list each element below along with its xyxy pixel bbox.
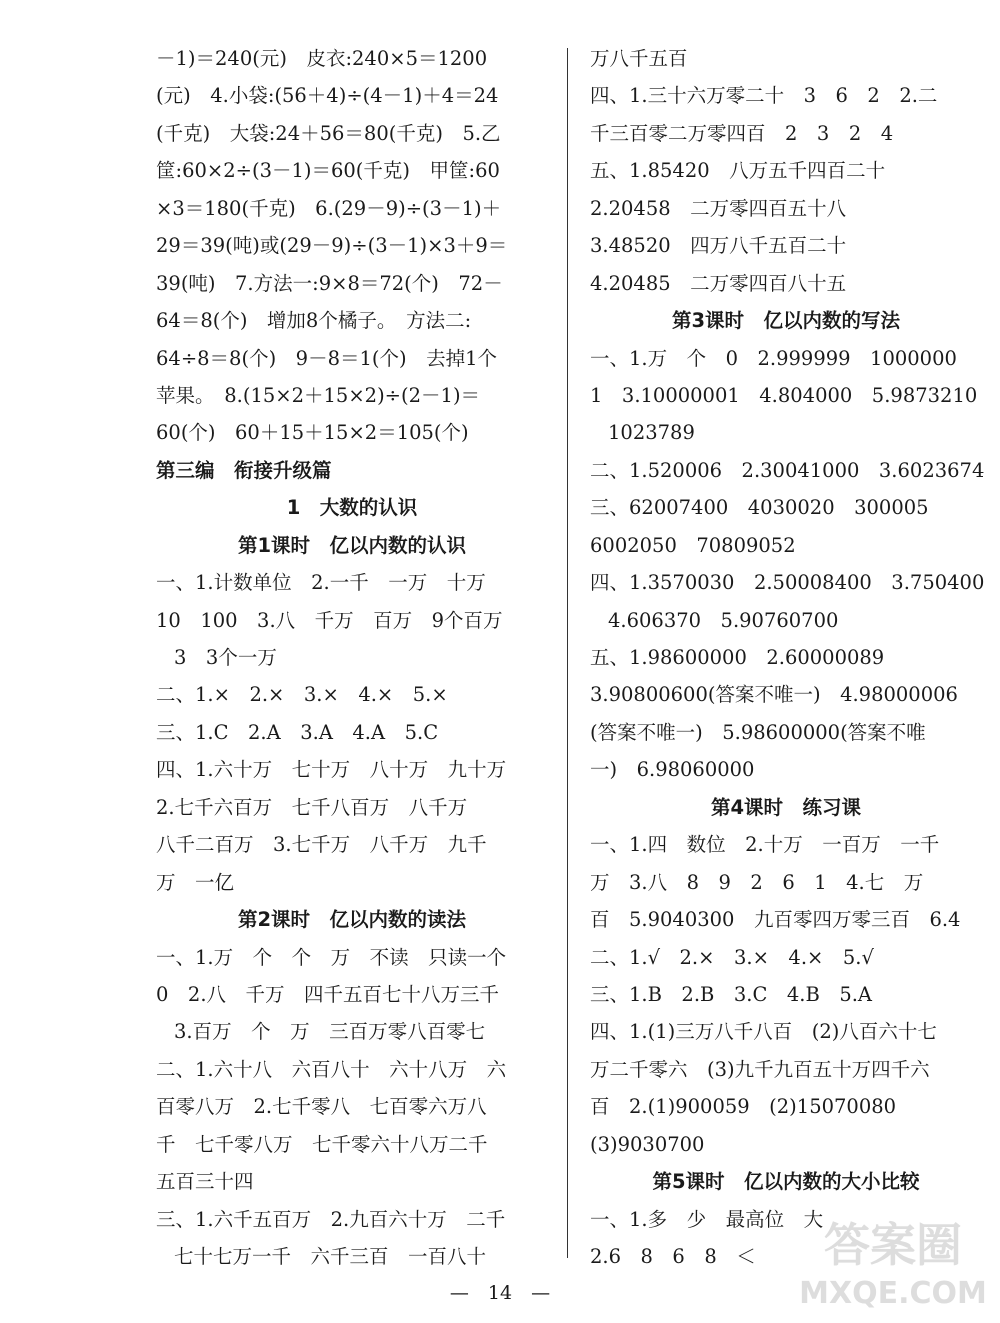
right-text-line: 二、1.520006 2.30041000 3.6023674 xyxy=(590,458,985,482)
left-heading: 第三编 衔接升级篇 xyxy=(156,458,332,482)
left-text-line: 二、1.六十八 六百八十 六十八万 六 xyxy=(156,1057,507,1081)
right-text-line: 万二千零六 (3)九千九百五十万四千六 xyxy=(590,1057,930,1081)
left-text-line: 29＝39(吨)或(29－9)÷(3－1)×3＋9＝ xyxy=(156,234,508,258)
left-text-line: 四、1.六十万 七十万 八十万 九十万 xyxy=(156,758,507,782)
right-text-line: 3.48520 四万八千五百二十 xyxy=(590,234,847,258)
left-text-line: 一、1.万 个 个 万 不读 只读一个 xyxy=(156,945,507,969)
right-text-line: 百 5.9040300 九百零四万零三百 6.4 xyxy=(590,908,961,932)
right-column xyxy=(590,40,985,1275)
left-text-line: 2.七千六百万 七千八百万 八千万 xyxy=(156,795,468,819)
right-text-line: 6002050 70809052 xyxy=(590,533,796,557)
right-text-line: 五、1.85420 八万五千四百二十 xyxy=(590,159,886,183)
right-text-line: 百 2.(1)900059 (2)15070080 xyxy=(590,1095,897,1119)
right-text-line: 万八千五百 xyxy=(590,47,688,70)
left-text-line: 三、1.六千五百万 2.九百六十万 二千 xyxy=(156,1207,506,1231)
right-text-line: (3)9030700 xyxy=(590,1132,705,1156)
right-text-line: 四、1.三十六万零二十 3 6 2 2.二 xyxy=(590,84,938,108)
right-text-line: 四、1.3570030 2.50008400 3.750400 xyxy=(590,571,985,595)
right-text-line: 万 3.八 8 9 2 6 1 4.七 万 xyxy=(590,870,924,894)
watermark-logo xyxy=(798,1203,988,1313)
right-text-line: 一、1.四 数位 2.十万 一百万 一千 xyxy=(590,833,940,857)
left-text-line: 三、1.C 2.A 3.A 4.A 5.C xyxy=(156,720,439,744)
right-text-line: 三、1.B 2.B 3.C 4.B 5.A xyxy=(590,982,873,1006)
right-text-line: 千三百零二万零四百 2 3 2 4 xyxy=(590,121,894,145)
left-text-line: 64＝8(个) 增加8个橘子。 方法二: xyxy=(156,309,472,333)
right-text-line: 1023789 xyxy=(608,421,695,445)
page-number: — 14 — xyxy=(449,1282,551,1304)
right-text-line: 四、1.(1)三万八千八百 (2)八百六十七 xyxy=(590,1020,937,1044)
left-text-line: 10 100 3.八 千万 百万 9个百万 xyxy=(156,608,503,632)
right-text-line: 五、1.98600000 2.60000089 xyxy=(590,646,885,669)
right-text-line: (答案不唯一) 5.98600000(答案不唯 xyxy=(590,720,926,744)
left-text-line: 二、1.× 2.× 3.× 4.× 5.× xyxy=(156,683,448,707)
left-text-line: －1)＝240(元) 皮衣:240×5＝1200 xyxy=(156,47,488,70)
right-text-line: 一、1.多 少 最高位 大 xyxy=(590,1207,824,1231)
right-heading: 第5课时 亿以内数的大小比较 xyxy=(652,1170,920,1194)
left-heading: 第1课时 亿以内数的认识 xyxy=(237,533,467,557)
right-heading: 第4课时 练习课 xyxy=(710,795,862,819)
right-text-line: 2.20458 二万零四百五十八 xyxy=(590,196,847,220)
left-text-line: 一、1.计数单位 2.一千 一万 十万 xyxy=(156,571,486,595)
left-text-line: 苹果。 8.(15×2＋15×2)÷(2－1)＝ xyxy=(156,383,481,407)
right-text-line: 4.606370 5.90760700 xyxy=(608,608,839,632)
left-text-line: 百零八万 2.七千零八 七百零六万八 xyxy=(156,1095,487,1119)
left-text-line: 五百三十四 xyxy=(156,1170,254,1194)
left-text-line: ×3＝180(千克) 6.(29－9)÷(3－1)＋ xyxy=(156,196,502,220)
left-heading: 第2课时 亿以内数的读法 xyxy=(237,908,467,932)
right-text-line: 4.20485 二万零四百八十五 xyxy=(590,271,847,295)
watermark-main-text: 答案圈 xyxy=(824,1218,962,1272)
left-text-line: 39(吨) 7.方法一:9×8＝72(个) 72－ xyxy=(156,271,503,295)
column-divider xyxy=(567,48,568,1258)
left-text-line: 3 3个一万 xyxy=(174,646,277,669)
watermark-logo-graphic xyxy=(798,1203,988,1313)
right-text-line: 一、1.万 个 0 2.999999 1000000 xyxy=(590,346,957,370)
left-text-line: 64÷8＝8(个) 9－8＝1(个) 去掉1个 xyxy=(156,346,498,370)
left-text-line: 万 一亿 xyxy=(156,870,235,894)
left-text-line: 千 七千零八万 七千零六十八万二千 xyxy=(156,1132,488,1156)
left-text-line: 3.百万 个 万 三百万零八百零七 xyxy=(174,1020,486,1044)
left-text-line: 七十七万一千 六千三百 一百八十 xyxy=(174,1245,487,1268)
left-text-line: 八千二百万 3.七千万 八千万 九千 xyxy=(156,833,487,857)
right-text-line: 二、1.√ 2.× 3.× 4.× 5.√ xyxy=(590,945,874,969)
left-text-line: 60(个) 60＋15＋15×2＝105(个) xyxy=(156,421,469,445)
left-column xyxy=(156,40,548,1275)
left-text-line: (元) 4.小袋:(56＋4)÷(4－1)＋4＝24 xyxy=(156,84,499,108)
left-heading: 1 大数的认识 xyxy=(286,496,418,520)
right-text-line: 2.6 8 6 8 ＜ xyxy=(590,1245,756,1268)
right-text-line: 三、62007400 4030020 300005 xyxy=(590,496,929,520)
left-text-line: (千克) 大袋:24＋56＝80(千克) 5.乙 xyxy=(156,121,501,145)
left-text-line: 0 2.八 千万 四千五百七十八万三千 xyxy=(156,982,500,1006)
right-text-line: 3.90800600(答案不唯一) 4.98000006 xyxy=(590,683,958,707)
right-heading: 第3课时 亿以内数的写法 xyxy=(671,309,901,333)
right-text-line: 一) 6.98060000 xyxy=(590,758,755,782)
right-text-line: 1 3.10000001 4.804000 5.9873210 xyxy=(590,383,978,407)
left-text-line: 筐:60×2÷(3－1)＝60(千克) 甲筐:60 xyxy=(156,159,500,183)
watermark-url-text: MXQE.COM xyxy=(799,1276,987,1311)
